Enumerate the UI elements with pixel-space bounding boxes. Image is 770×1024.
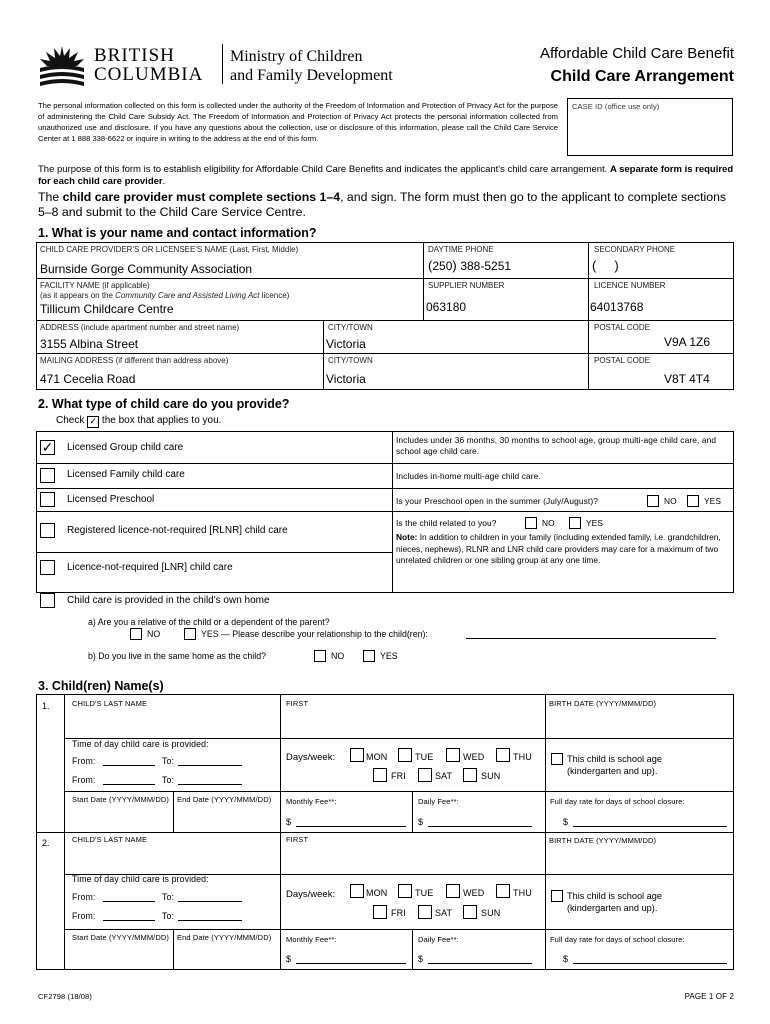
from-label: From: xyxy=(72,756,96,766)
to-input-2[interactable] xyxy=(178,784,242,785)
relative-no-checkbox[interactable] xyxy=(130,628,142,640)
bc-logo-icon xyxy=(36,42,88,88)
daily-fee-label: Daily Fee**: xyxy=(418,935,459,944)
instr-c: , and sign. The form must then go to the applicant to complete sections 5–8 and submit to the Child Care Service Centre. xyxy=(38,190,727,219)
ministry-name xyxy=(230,47,393,85)
child-birth-date-label: BIRTH DATE (YYYY/MMM/DD) xyxy=(549,836,657,845)
secondary-phone-field[interactable]: ( ) xyxy=(592,258,619,273)
full-day-dollar: $ xyxy=(563,954,569,964)
licensed-group-label: Licensed Group child care xyxy=(67,442,184,453)
facility-label xyxy=(40,281,289,301)
logo-line2: COLUMBIA xyxy=(94,64,204,85)
time-of-day-label: Time of day child care is provided: xyxy=(72,874,209,884)
child-number: 1. xyxy=(42,701,50,711)
section3-heading: 3. Child(ren) Name(s) xyxy=(38,679,164,693)
fri-label: FRI xyxy=(391,908,406,918)
licence-number-field[interactable]: 64013768 xyxy=(590,300,644,314)
full-day-rate-label: Full day rate for days of school closure: xyxy=(550,797,685,806)
mailing-address-label: MAILING ADDRESS (if different than address above) xyxy=(40,356,229,365)
child-number: 2. xyxy=(42,838,50,848)
mailing-city-label: CITY/TOWN xyxy=(328,356,373,365)
mon-label: MON xyxy=(366,752,388,762)
check-instruction: Check ✓ the box that applies to you. xyxy=(56,415,222,426)
thu-label: THU xyxy=(513,888,532,898)
monthly-fee-label: Monthly Fee**: xyxy=(286,797,337,806)
child-first-name-input[interactable] xyxy=(282,846,543,872)
purpose-text xyxy=(38,164,734,188)
postal-label: POSTAL CODE xyxy=(594,323,651,332)
rlnr-checkbox[interactable] xyxy=(40,523,55,538)
tue-checkbox[interactable] xyxy=(398,884,412,898)
preschool-yes-checkbox[interactable] xyxy=(687,495,699,507)
child-last-name-input[interactable] xyxy=(66,846,278,872)
to-input-2[interactable] xyxy=(178,920,242,921)
relative-yes-checkbox[interactable] xyxy=(184,628,196,640)
tue-label: TUE xyxy=(415,888,434,898)
sat-label: SAT xyxy=(435,908,453,918)
mailing-postal-label: POSTAL CODE xyxy=(594,356,651,365)
ministry-line1: Ministry of Children xyxy=(230,48,363,65)
provider-name-label: CHILD CARE PROVIDER'S OR LICENSEE'S NAME (Last, First, Middle) xyxy=(40,245,299,254)
preschool-no-label: NO xyxy=(664,496,677,506)
relationship-input[interactable] xyxy=(466,638,716,639)
licensed-family-checkbox[interactable] xyxy=(40,468,55,483)
same-home-yes-label: YES xyxy=(380,651,398,661)
daily-fee-input[interactable] xyxy=(428,826,532,827)
child-birth-date-input[interactable] xyxy=(547,846,732,872)
days-week-label: Days/week: xyxy=(286,889,336,900)
facility-name-field[interactable]: Tillicum Childcare Centre xyxy=(40,302,174,316)
time-of-day-label: Time of day child care is provided: xyxy=(72,739,209,749)
thu-checkbox[interactable] xyxy=(496,884,510,898)
related-note xyxy=(396,532,730,567)
related-no-checkbox[interactable] xyxy=(525,517,537,529)
daily-fee-input[interactable] xyxy=(428,963,532,964)
related-no-label: NO xyxy=(542,518,555,528)
monthly-fee-dollar: $ xyxy=(286,817,292,827)
purpose-b: A separate form is required for each child care provider xyxy=(38,164,734,187)
from-input-2[interactable] xyxy=(103,784,155,785)
from-input-2[interactable] xyxy=(103,920,155,921)
address-field[interactable]: 3155 Albina Street xyxy=(40,337,139,351)
address-label: ADDRESS (include apartment number and street name) xyxy=(40,323,240,332)
from-label-2: From: xyxy=(72,911,96,921)
preschool-yes-label: YES xyxy=(704,496,722,506)
child-birth-date-input[interactable] xyxy=(547,710,732,736)
licensed-family-note: Includes in-home multi-age child care. xyxy=(396,471,541,481)
secondary-phone-label: SECONDARY PHONE xyxy=(594,245,676,254)
sat-checkbox[interactable] xyxy=(418,768,432,782)
to-label: To: xyxy=(162,892,175,902)
page-number: PAGE 1 OF 2 xyxy=(684,992,734,1001)
same-home-question: b) Do you live in the same home as the child? xyxy=(88,651,266,661)
postal-field[interactable]: V9A 1Z6 xyxy=(664,335,711,349)
purpose-c: . xyxy=(162,176,166,187)
daily-fee-dollar: $ xyxy=(418,954,424,964)
monthly-fee-label: Monthly Fee**: xyxy=(286,935,337,944)
related-yes-label: YES xyxy=(586,518,604,528)
daytime-number: 388-5251 xyxy=(460,259,512,273)
form-title: Affordable Child Care Benefit xyxy=(539,45,734,62)
end-date-label: End Date (YYYY/MMM/DD) xyxy=(177,795,272,804)
rlnr-label: Registered licence-not-required [RLNR] child care xyxy=(67,525,288,536)
daytime-area: 250 xyxy=(432,259,453,273)
relative-question: a) Are you a relative of the child or a dependent of the parent? xyxy=(88,617,330,627)
start-date-label: Start Date (YYYY/MMM/DD) xyxy=(72,795,169,804)
checkmark-icon: ✓ xyxy=(87,416,99,428)
licensed-preschool-checkbox[interactable] xyxy=(40,492,55,507)
city-field[interactable]: Victoria xyxy=(326,337,366,351)
monthly-fee-input[interactable] xyxy=(296,826,406,827)
case-id-box[interactable] xyxy=(567,98,733,156)
sun-label: SUN xyxy=(481,908,501,918)
daily-fee-label: Daily Fee**: xyxy=(418,797,459,806)
monthly-fee-dollar: $ xyxy=(286,954,292,964)
own-home-checkbox[interactable] xyxy=(40,593,55,608)
own-home-label: Child care is provided in the child's own home xyxy=(67,595,270,606)
fri-checkbox[interactable] xyxy=(373,768,387,782)
child-first-name-label: FIRST xyxy=(286,699,309,708)
from-input[interactable] xyxy=(103,901,155,902)
fri-label: FRI xyxy=(391,771,406,781)
wed-label: WED xyxy=(463,752,485,762)
note-label: Note: xyxy=(396,532,418,542)
sun-checkbox[interactable] xyxy=(463,905,477,919)
supplier-number-field[interactable]: 063180 xyxy=(426,300,467,314)
section2-heading: 2. What type of child care do you provide? xyxy=(38,397,290,411)
form-code: CF2798 (18/08) xyxy=(38,992,92,1001)
lnr-label: Licence-not-required [LNR] child care xyxy=(67,562,233,573)
facility-label-1: FACILITY NAME (if applicable) xyxy=(40,281,150,290)
provider-name-field[interactable]: Burnside Gorge Community Association xyxy=(40,262,253,276)
mon-checkbox[interactable] xyxy=(350,884,364,898)
school-age-checkbox[interactable] xyxy=(551,753,563,765)
school-age-label: This child is school age (kindergarten and up). xyxy=(567,754,662,776)
city-label: CITY/TOWN xyxy=(328,323,373,332)
full-day-dollar: $ xyxy=(563,817,569,827)
relative-no-label: NO xyxy=(147,629,161,639)
daytime-phone-field[interactable]: (250) 388-5251 xyxy=(428,258,512,273)
thu-checkbox[interactable] xyxy=(496,748,510,762)
wed-checkbox[interactable] xyxy=(446,748,460,762)
sat-label: SAT xyxy=(435,771,453,781)
same-home-yes-checkbox[interactable] xyxy=(363,650,375,662)
school-age-checkbox[interactable] xyxy=(551,890,563,902)
to-input[interactable] xyxy=(178,901,242,902)
from-label-2: From: xyxy=(72,775,96,785)
same-home-no-label: NO xyxy=(331,651,345,661)
tue-label: TUE xyxy=(415,752,434,762)
licence-number-label: LICENCE NUMBER xyxy=(594,281,666,290)
sat-checkbox[interactable] xyxy=(418,905,432,919)
tue-checkbox[interactable] xyxy=(398,748,412,762)
preschool-summer-question: Is your Preschool open in the summer (July/August)? xyxy=(396,496,599,506)
supplier-number-label: SUPPLIER NUMBER xyxy=(428,281,505,290)
related-yes-checkbox[interactable] xyxy=(569,517,581,529)
child-first-name-label: FIRST xyxy=(286,835,309,844)
licensed-preschool-label: Licensed Preschool xyxy=(67,494,155,505)
child-birth-date-label: BIRTH DATE (YYYY/MMM/DD) xyxy=(549,699,657,708)
child-last-name-label: CHILD'S LAST NAME xyxy=(72,835,148,844)
logo-line1: BRITISH xyxy=(94,45,175,66)
from-label: From: xyxy=(72,892,96,902)
related-question: Is the child related to you? xyxy=(396,518,497,528)
sun-checkbox[interactable] xyxy=(463,768,477,782)
thu-label: THU xyxy=(513,752,532,762)
form-subtitle: Child Care Arrangement xyxy=(550,68,734,85)
case-id-label: CASE ID (office use only) xyxy=(572,102,660,111)
child-last-name-input[interactable] xyxy=(66,710,278,736)
fri-checkbox[interactable] xyxy=(373,905,387,919)
sun-label: SUN xyxy=(481,771,501,781)
licensed-family-label: Licensed Family child care xyxy=(67,469,185,480)
wed-checkbox[interactable] xyxy=(446,884,460,898)
licensed-group-note: Includes under 36 months, 30 months to school age, group multi-age child care, and school age child care. xyxy=(396,435,717,456)
child-first-name-input[interactable] xyxy=(282,710,543,736)
lnr-checkbox[interactable] xyxy=(40,560,55,575)
end-date-label: End Date (YYYY/MMM/DD) xyxy=(177,933,272,942)
privacy-notice: The personal information collected on this form is collected under the authority of the Freedom of Information and Protection of Privacy Act for the purpose of administering the Child Care Subsidy Act. The Freedom of Information and Protection of Privacy Act protects the personal information collected from unauthorized use and disclosure. If you have any questions about the collection, use or disclosure of this information, please call the Child Care Service Center at 1 888 338-6622 or inquire in writing to the address at the end of this form. xyxy=(38,101,558,143)
instr-b: child care provider must complete sections 1–4 xyxy=(62,190,341,204)
from-input[interactable] xyxy=(103,765,155,766)
licensed-group-checkbox[interactable]: ✓ xyxy=(41,439,54,455)
mailing-address-field[interactable]: 471 Cecelia Road xyxy=(40,372,136,386)
note-text: In addition to children in your family (including extended family, i.e. grandchildren, nieces, nephews), RLNR and LNR child care providers may care for a maximum of two unrelated children or one sibling group at any one time. xyxy=(396,532,721,565)
to-label-2: To: xyxy=(162,775,175,785)
full-day-input[interactable] xyxy=(573,963,727,964)
mon-checkbox[interactable] xyxy=(350,748,364,762)
to-input[interactable] xyxy=(178,765,242,766)
section1-heading: 1. What is your name and contact information? xyxy=(38,226,317,240)
preschool-no-checkbox[interactable] xyxy=(647,495,659,507)
days-week-label: Days/week: xyxy=(286,752,336,763)
instructions-text xyxy=(38,190,738,220)
to-label: To: xyxy=(162,756,175,766)
child-last-name-label: CHILD'S LAST NAME xyxy=(72,699,148,708)
logo-text xyxy=(94,46,203,84)
daytime-phone-label: DAYTIME PHONE xyxy=(428,245,494,254)
start-date-label: Start Date (YYYY/MMM/DD) xyxy=(72,933,169,942)
instr-a: The xyxy=(38,190,63,204)
relative-yes-label: YES — Please describe your relationship to the child(ren): xyxy=(201,629,428,639)
ministry-line2: and Family Development xyxy=(230,67,393,84)
wed-label: WED xyxy=(463,888,485,898)
same-home-no-checkbox[interactable] xyxy=(314,650,326,662)
facility-label-2: (as it appears on the Community Care and Assisted Living Act licence) xyxy=(40,291,290,300)
full-day-rate-label: Full day rate for days of school closure: xyxy=(550,935,685,944)
daily-fee-dollar: $ xyxy=(418,817,424,827)
monthly-fee-input[interactable] xyxy=(296,963,406,964)
mon-label: MON xyxy=(366,888,388,898)
purpose-a: The purpose of this form is to establish eligibility for Affordable Child Care Benefits and indicates the applicant's child care arrangement. xyxy=(38,164,608,175)
full-day-input[interactable] xyxy=(573,826,727,827)
mailing-city-field[interactable]: Victoria xyxy=(326,372,366,386)
to-label-2: To: xyxy=(162,911,175,921)
mailing-postal-field[interactable]: V8T 4T4 xyxy=(664,372,710,386)
school-age-label: This child is school age (kindergarten and up). xyxy=(567,891,662,913)
